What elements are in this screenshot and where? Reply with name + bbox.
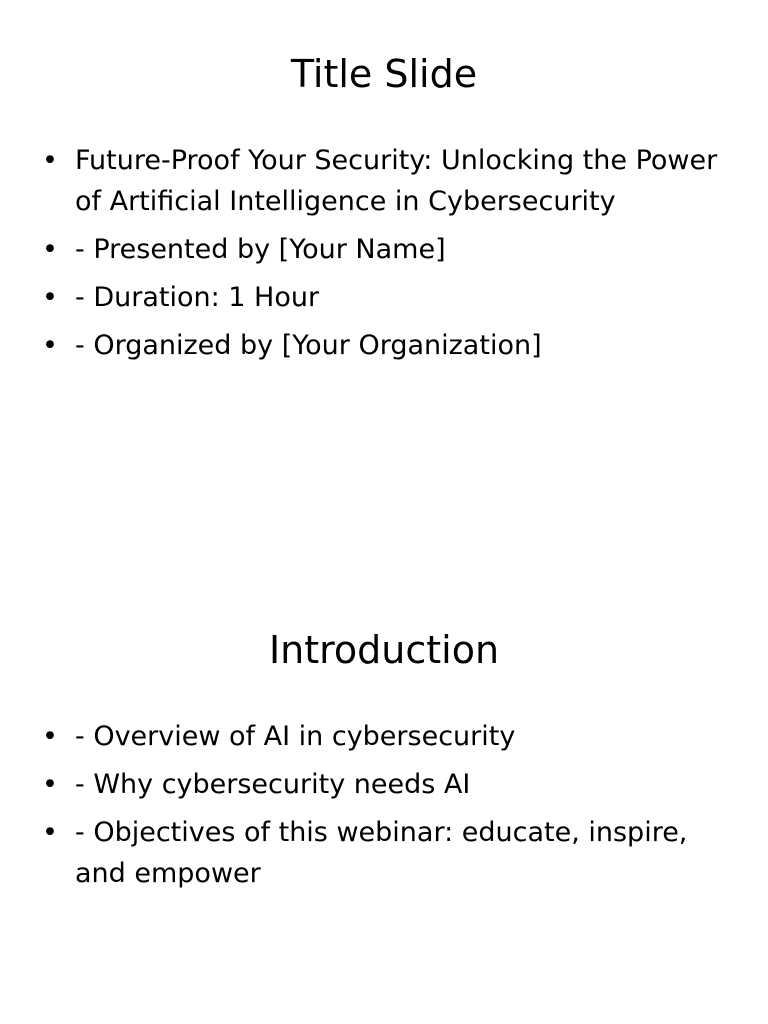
bullet-item xyxy=(42,812,732,894)
bullet-icon: • xyxy=(42,234,58,265)
bullet-text: - Overview of AI in cybersecurity xyxy=(75,721,516,752)
bullet-item xyxy=(42,325,732,366)
bullet-item xyxy=(42,140,732,222)
bullet-text: - Duration: 1 Hour xyxy=(75,282,320,313)
bullet-icon: • xyxy=(42,330,58,361)
bullet-icon: • xyxy=(42,282,58,313)
bullet-icon: • xyxy=(42,817,58,848)
bullet-icon: • xyxy=(42,721,58,752)
slide-introduction xyxy=(0,576,768,1024)
slide-title: Title Slide xyxy=(290,52,478,96)
bullet-item xyxy=(42,716,732,757)
bullet-icon: • xyxy=(42,769,58,800)
bullet-icon: • xyxy=(42,145,58,176)
bullet-list xyxy=(42,716,732,901)
bullet-item xyxy=(42,229,732,270)
bullet-text: - Why cybersecurity needs AI xyxy=(75,769,471,800)
bullet-item xyxy=(42,277,732,318)
bullet-list xyxy=(42,140,732,373)
bullet-item xyxy=(42,764,732,805)
slide-title: Introduction xyxy=(268,628,500,672)
bullet-text: - Presented by [Your Name] xyxy=(75,234,446,265)
bullet-text: Future-Proof Your Security: Unlocking the Power of Artificial Intelligence in Cybersecurity xyxy=(75,145,718,217)
bullet-text: - Objectives of this webinar: educate, inspire, and empower xyxy=(75,817,688,889)
bullet-text: - Organized by [Your Organization] xyxy=(75,330,542,361)
